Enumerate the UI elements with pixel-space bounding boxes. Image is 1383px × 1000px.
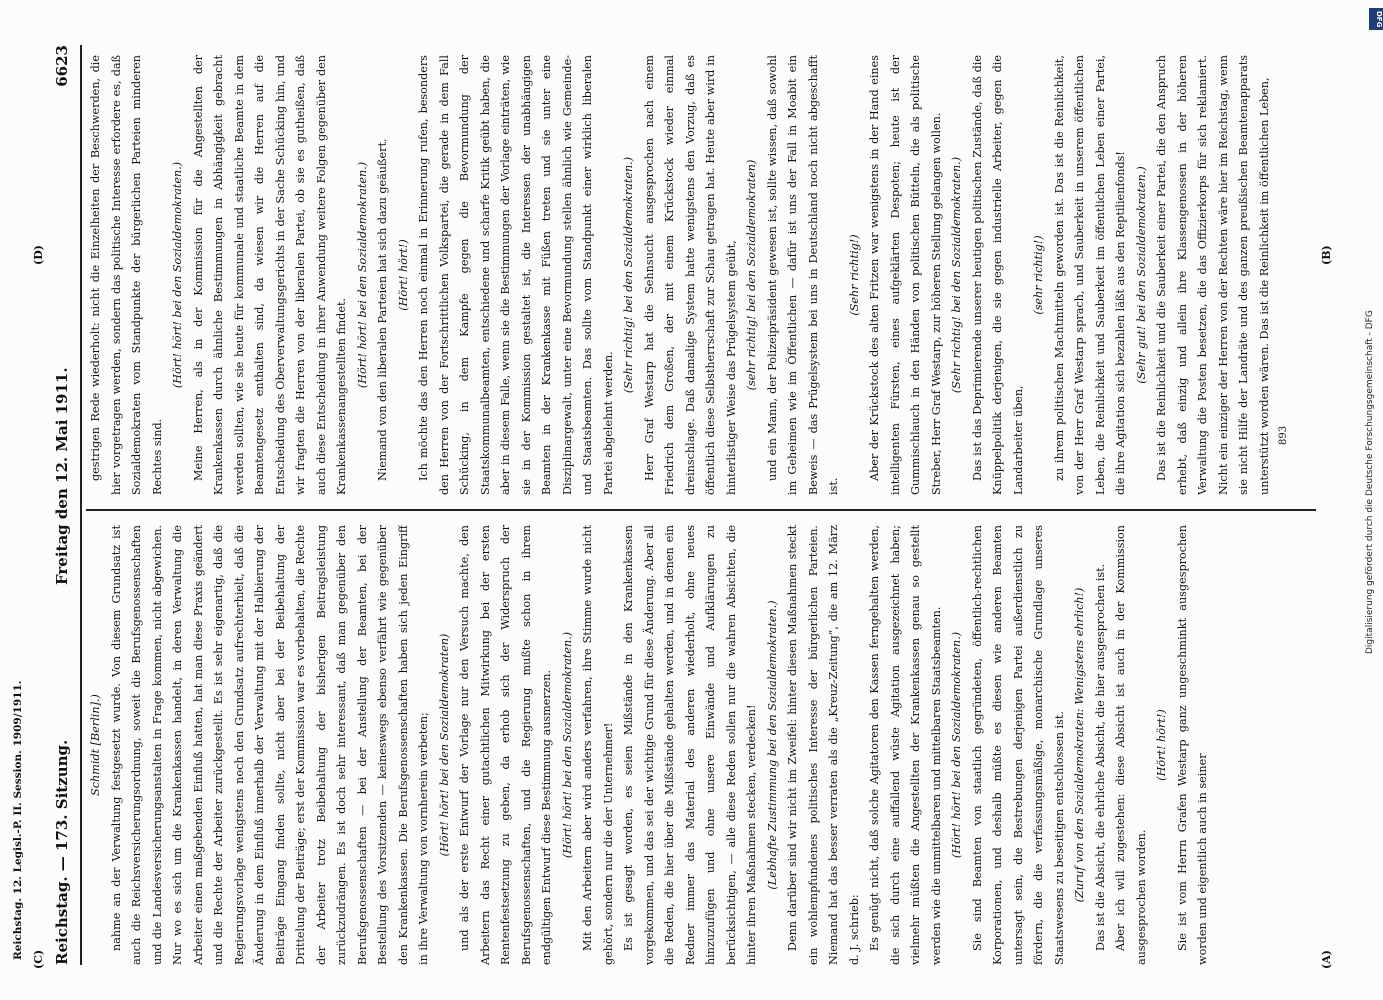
header-left: Reichstag. — 173. Sitzung. xyxy=(53,739,71,965)
paragraph: Meine Herren, als in der Kommission für die Angestellten der Krankenkassen durch ähnliche Bestimmungen in Abhängigkeit gebracht werden sollten, wie sie heute für kommunale und staatliche Beamte in dem Beamtengesetz enthalten sind, da wiesen wir die Herren auf die Entscheidung des Oberverwaltungsgerichts in der Sache Schücking hin, und wir fragten die Herren von der liberalen Partei, ob sie es gutheißen, daß auch diese Entscheidung in ihrer Anwendung weitere Folgen gegenüber den Krankenkassenangestellten findet. xyxy=(191,55,348,495)
paragraph: Das ist die Reinlichkeit und die Sauberkeit einer Partei, die den Anspruch erhebt, daß einzig und allein ihre Klassengenossen in der höheren Verwaltung die Posten besetzen, die das Offizierkorps für sich reklamiert. Nicht ein einziger der Herren von der Rechten wäre hier im Reichstag, wenn sie nicht Hilfe der Landräte und des ganzen preußischen Beamtenapparats unterstützt worden wären. Das ist die Reinlichkeit im öffentlichen Leben, xyxy=(1155,55,1271,495)
header-date: Freitag den 12. Mai 1911. xyxy=(53,367,71,585)
interjection: (sehr richtig!) xyxy=(1032,235,1045,315)
column-left xyxy=(86,525,1316,965)
paragraph: Aber ich will zugestehen: diese Absicht ist auch in der Kommission ausgesprochen worden. xyxy=(1114,525,1148,965)
paragraph: Ich möchte das den Herren noch einmal in Erinnerung rufen, besonders den Herren von der Fortschrittlichen Volkspartei, die gerade in dem Fall Schücking, in dem Kampfe gegen die Bevormundung der Staatskommunalbeamten, entschiedene und scharfe Kritik geübt haben, die aber in diesem Falle, wenn sie die Bestimmungen der Vorlage einträten, wie sie in der Kommission gestaltet ist, die Interessen der unabhängigen Beamten in der Krankenkasse mit Füßen treten und sie unter eine Disziplinargewalt, unter eine Bevormundung stellen ähnlich wie Gemeinde- und Staatsbeamten. Das sollte vom Standpunkt einer wirklich liberalen Partei abgelehnt werden. xyxy=(417,55,615,495)
page-number: 6623 xyxy=(53,45,71,87)
margin-mark-a: (A) xyxy=(1320,950,1333,969)
dfg-logo: DFG xyxy=(1369,8,1383,30)
interjection: (Hört! hört! bei den Sozialdemokraten.) xyxy=(560,631,574,859)
margin-mark-c: (C) xyxy=(32,949,45,969)
paragraph: und ein Mann, der Polizeipräsident gewesen ist, sollte wissen, daß sowohl im Geheimen wie im Öffentlichen — dafür ist uns der Fall in Moabit ein Beweis — das Prügelsystem bei uns in Deutschland noch nicht abgeschafft ist. xyxy=(765,55,840,495)
paragraph: Sie ist vom Herrn Grafen Westarp ganz ungeschminkt ausgesprochen worden und eigentlich auch in seiner xyxy=(1175,525,1209,965)
paragraph: Mit den Arbeitern aber wird anders verfahren, ihre Stimme wurde nicht gehört, sondern nur die der Unternehmer! xyxy=(581,525,615,965)
footer-line: Reichstag. 12. Legisl.-P. II. Session. 1909/1911. xyxy=(12,680,24,960)
interjection: (Hört! hört! bei den Sozialdemokraten) xyxy=(437,633,451,857)
interjection: (Sehr richtig! bei den Sozialdemokraten.) xyxy=(622,156,635,394)
column-right xyxy=(86,55,1316,495)
paragraph: Niemand von den liberalen Parteien hat sich dazu geäußert. xyxy=(376,138,389,481)
paragraph: nahme an der Verwaltung festgesetzt wurde. Von diesem Grundsatz ist auch die Reichsversicherungsordnung, soweit die Berufsgenossenschaften und die Landesversicherungsanstalten in Frage kommen, nicht abgewichen. Nur wo es sich um die Krankenkassen handelt, in deren Verwaltung die Arbeiter einen maßgebenden Einfluß hatten, hat man diese Praxis geändert und die Rechte der Arbeiter zurückgestellt. Es ist sehr eigenartig, daß die Regierungsvorlage wenigstens noch den Grundsatz aufrechterhielt, daß die Änderung in dem Einfluß innerhalb der Verwaltung mit der Halbierung der Beiträge Eingang finden sollte, nicht aber bei der Beibehaltung der Drittelung der Beiträge; erst der Kommission war es vorbehalten, die Rechte der Arbeiter trotz Beibehaltung der bisherigen Beitragsleistung zurückzudrängen. Es ist doch sehr interessant, daß man gegenüber den Berufsgenossenschaften — bei der Anstellung der Beamten, bei der Bestellung des Vorsitzenden — keineswegs ebenso verfährt wie gegenüber den Krankenkassen. Die Berufsgenossenschaften haben sich jeden Eingriff in ihre Verwaltung von vornherein verbeten; xyxy=(109,525,430,965)
paragraph: Denn darüber sind wir nicht im Zweifel: hinter diesen Maßnahmen steckt ein wohlempfundenes politisches Interesse der bürgerlichen Parteien. Niemand hat das besser verraten als die „Kreuz-Zeitung“, die am 12. März d. J. schrieb: xyxy=(786,525,861,965)
paragraph: Aber der Krückstock des alten Fritzen war wenigstens in der Hand eines intelligenten Fürsten, eines aufgeklärten Despoten; heute ist der Gummischlauch in den Händen von politischen Bütteln, die als politische Streber, Herr Graf Westarp, zur höheren Stellung gelangen wollen. xyxy=(868,55,943,495)
margin-mark-d: (D) xyxy=(32,245,45,265)
paragraph: Es ist gesagt worden, es seien Mißstände in den Krankenkassen vorgekommen, und das sei der wichtige Grund für diese Änderung. Aber all die Reden, die hier über die Mißstände gehalten werden, und in denen ein Redner immer das Material des anderen wiederholt, ohne neues hinzuzufügen und ohne unsere Einwände und Aufklärungen zu berücksichtigen, — alle diese Reden sollen nur die wahren Absichten, die hinter ihren Maßnahmen stecken, verdecken! xyxy=(622,525,758,965)
paragraph: gestrigen Rede wiederholt: nicht die Einzelheiten der Beschwerden, die hier vorgetragen werden, sondern das politische Interesse erfordere es, daß Sozialdemokraten vom Standpunkte der bürgerlichen Parteien minderen Rechtes sind. xyxy=(89,55,164,495)
digitization-note: Digitalisierung gefördert durch die Deutsche Forschungsgemeinschaft - DFG xyxy=(1365,310,1375,654)
quote: Sie sind Beamten von staatlich gegründeten, öffentlich-rechtlichen Korporationen, und deshalb müßte es diesen wie anderen Beamten untersagt sein, die Bestrebungen derjenigen Partei außerdienstlich zu fördern, die die verfassungsmäßige, monarchische Grundlage unseres Staatswesens zu beseitigen entschlossen ist. xyxy=(970,525,1066,965)
interjection: (Hört! hört! bei den Sozialdemokraten.) xyxy=(171,161,184,389)
speaker-line: Schmidt [Berlin].) xyxy=(89,694,102,796)
paragraph: zu ihrem politischen Machtmitteln geworden ist. Das ist die Reinlichkeit, von der Herr Graf Westarp sprach, und Sauberkeit in unserem öffentlichen Leben, die Reinlichkeit und Sauberkeit im öffentlichen Leben einer Partei, die ihre Agitation sich bezahlen läßt aus den Reptilienfonds! xyxy=(1052,55,1127,495)
interjection: (Sehr richtig!) xyxy=(847,234,861,316)
page-header xyxy=(48,45,76,965)
paragraph: und als der erste Entwurf der Vorlage nur den Versuch machte, den Arbeitern das Recht einer gutachtlichen Mitwirkung bei der ersten Rentenfestsetzung zu geben, da erhob sich der Widerspruch der Berufsgenossenschaften, und die Regierung mußte schon in ihrem endgültigen Entwurf diese Bestimmung ausmerzen. xyxy=(458,525,553,965)
paragraph: Das ist das Deprimierende unserer heutigen politischen Zustände, daß die Knüppelpolitik derjenigen, die sie gegen industrielle Arbeiter, gegen die Landarbeiter üben, xyxy=(970,55,1025,495)
interjection: (Zuruf von den Sozialdemokraten: Wenigstens ehrlich!) xyxy=(1073,587,1086,903)
column-divider xyxy=(86,509,1316,511)
page-signature: 893 xyxy=(1278,425,1289,445)
paragraph: Herr Graf Westarp hat die Sehnsucht ausgesprochen nach einem Friedrich dem Großen, der mit einem Krückstock wieder einmal dreinschlage. Daß damalige System hatte wenigstens den Vorzug, daß es öffentlich diese Selbstherrschaft zur Schau getragen hat. Heute aber wird in hinterlistiger Weise das Prügelsystem geübt, xyxy=(642,55,738,495)
interjection: (Hört! hört! bei den Sozialdemokraten.) xyxy=(950,631,963,859)
quote: Es genügt nicht, daß solche Agitatoren den Kassen ferngehalten werden, die sich durch eine auffallend wüste Agitation ausgezeichnet haben; vielmehr müßten die Angestellten der Krankenkassen genau so gestellt werden wie die unmittelbaren und mittelbaren Staatsbeamten. xyxy=(868,525,943,965)
interjection: (Sehr gut! bei den Sozialdemokraten.) xyxy=(1134,166,1148,384)
interjection: (Hört! hört!) xyxy=(1155,709,1168,781)
margin-mark-b: (B) xyxy=(1320,245,1333,265)
interjection: (sehr richtig! bei den Sozialdemokraten) xyxy=(745,159,758,391)
interjection: (Sehr richtig! bei den Sozialdemokraten.) xyxy=(950,156,963,394)
rotated-text-block xyxy=(32,45,1338,969)
interjection: (Hört! hört! bei den Sozialdemokraten.) xyxy=(355,161,369,389)
paragraph: Das ist die Absicht, die ehrliche Absicht, die hier ausgesprochen ist. xyxy=(1093,563,1107,951)
header-rule xyxy=(80,45,82,965)
interjection: (Hört! hört!) xyxy=(396,239,410,311)
interjection: (Lebhafte Zustimmung bei den Sozialdemokraten.) xyxy=(765,600,779,890)
